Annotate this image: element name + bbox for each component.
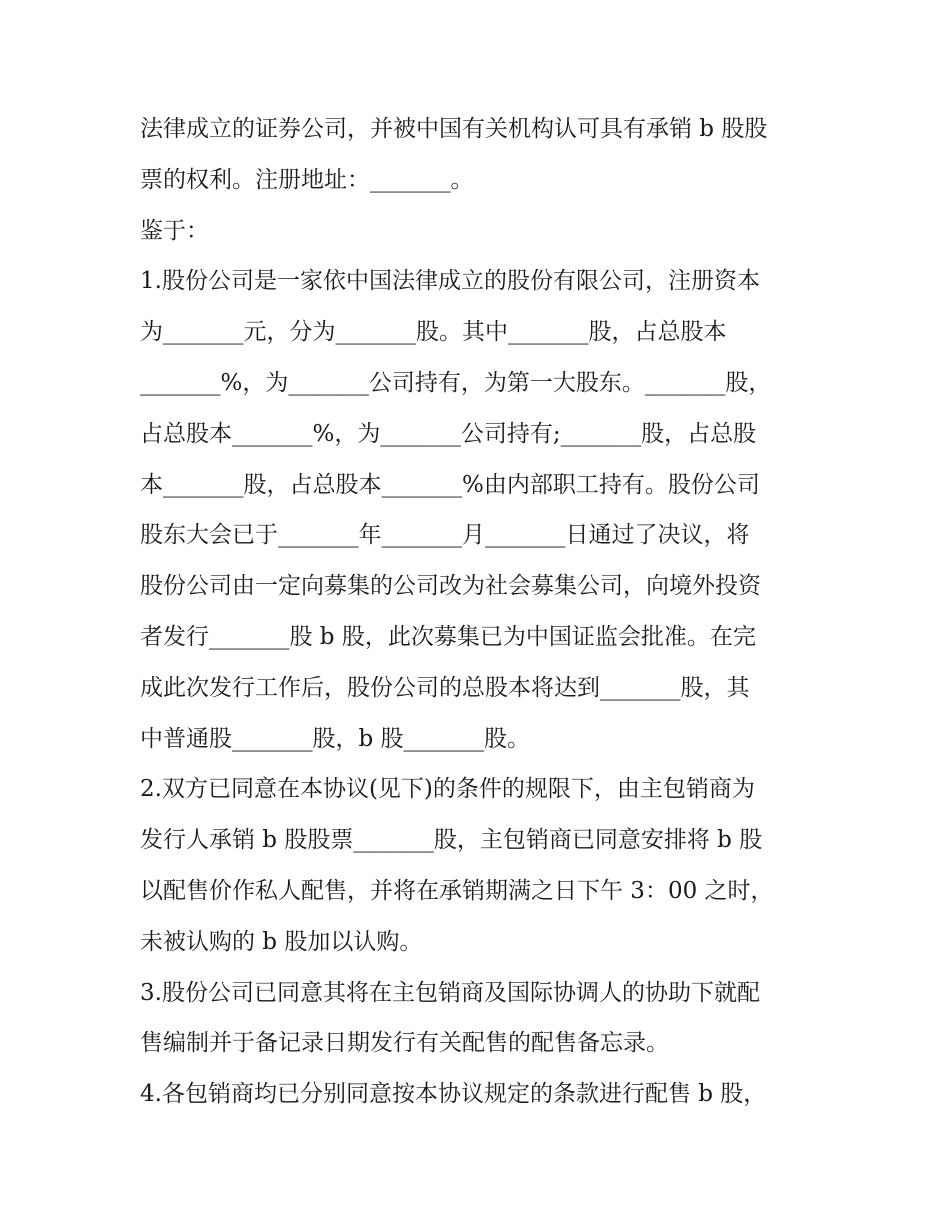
- text-line-15: 发行人承销 b 股股票_______股，主包销商已同意安排将 b 股: [140, 827, 763, 854]
- text-line-1: 法律成立的证券公司，并被中国有关机构认可具有承销 b 股股: [140, 116, 768, 142]
- text-line-2: 票的权利。注册地址：_______。: [140, 166, 474, 193]
- text-line-10: 股份公司由一定向募集的公司改为社会募集公司，向境外投资: [140, 573, 761, 600]
- text-line-17: 未被认购的 b 股加以认购。: [140, 928, 423, 955]
- text-line-18: 3.股份公司已同意其将在主包销商及国际协调人的协助下就配: [140, 979, 760, 1006]
- text-line-4: 1.股份公司是一家依中国法律成立的股份有限公司，注册资本: [140, 268, 760, 295]
- text-line-8: 本_______股，占总股本_______%由内部职工持有。股份公司: [140, 471, 760, 498]
- text-line-13: 中普通股_______股，b 股_______股。: [140, 725, 531, 752]
- text-line-11: 者发行_______股 b 股，此次募集已为中国证监会批准。在完: [140, 623, 756, 650]
- text-line-19: 售编制并于备记录日期发行有关配售的配售备忘录。: [140, 1030, 669, 1057]
- text-line-7: 占总股本_______%，为_______公司持有;_______股，占总股: [140, 420, 757, 447]
- text-line-20: 4.各包销商均已分别同意按本协议规定的条款进行配售 b 股，: [140, 1081, 767, 1108]
- text-line-3: 鉴于：: [140, 217, 209, 244]
- text-line-6: _______%，为_______公司持有，为第一大股东。_______股，: [140, 369, 772, 396]
- text-line-5: 为_______元，分为_______股。其中_______股，占总股本: [140, 319, 727, 346]
- text-line-12: 成此次发行工作后，股份公司的总股本将达到_______股，其: [140, 674, 750, 701]
- document-body: [140, 104, 815, 1120]
- text-line-9: 股东大会已于_______年_______月_______日通过了决议，将: [140, 522, 750, 549]
- text-line-14: 2.双方已同意在本协议(见下)的条件的规限下，由主包销商为: [140, 776, 755, 803]
- text-line-16: 以配售价作私人配售，并将在承销期满之日下午 3：00 之时，: [140, 877, 774, 904]
